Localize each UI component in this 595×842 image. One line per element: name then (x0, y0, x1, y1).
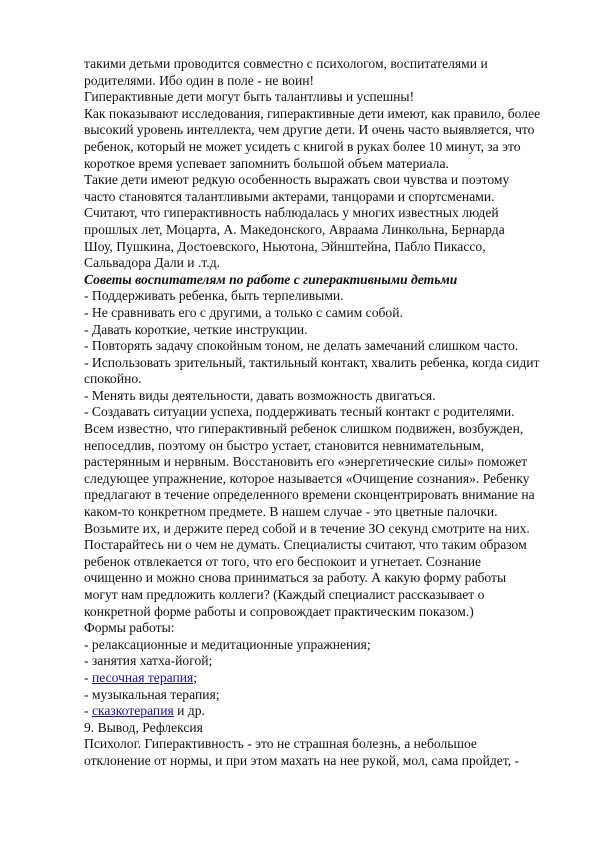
text-line: Считают, что гиперактивность наблюдалась у многих известных людей (84, 205, 499, 221)
text-line: родителями. Ибо один в поле - не воин! (84, 72, 315, 88)
text-line: Шоу, Пушкина, Достоевского, Ньютона, Эйнштейна, Пабло Пикассо, (84, 238, 486, 254)
text-line: конкретной форме работы и сопровождает практическим показом.) (84, 603, 474, 619)
list-item: - Менять виды деятельности, давать возможность двигаться. (84, 387, 436, 403)
text-line: короткое время успевает запомнить большой объем материала. (84, 155, 449, 171)
list-item: - релаксационные и медитационные упражнения; (84, 636, 371, 652)
text-line: Сальвадора Дали и .т.д. (84, 255, 221, 271)
list-item-suffix: ; (193, 669, 198, 685)
intro-paragraph (84, 56, 545, 272)
text-line: очищенно и можно снова приниматься за работу. А какую форму работы (84, 570, 507, 586)
text-line: Возьмите их, и держите перед собой и в течение ЗО секунд смотрите на них. (84, 520, 530, 536)
list-item: - Повторять задачу спокойным тоном, не делать замечаний слишком часто. (84, 338, 519, 354)
list-item: - Не сравнивать его с другими, а только с самим собой. (84, 304, 403, 320)
list-item-prefix: - (84, 669, 92, 685)
text-line: Гиперактивные дети могут быть талантливы и успешны! (84, 89, 415, 105)
text-line: высокий уровень интеллекта, чем другие дети. И очень часто выявляется, что (84, 122, 535, 138)
text-line: растерянным и нервным. Восстановить его «энергетические силы» поможет (84, 454, 528, 470)
text-line: прошлых лет, Моцарта, А. Македонского, Авраама Линкольна, Бернарда (84, 221, 505, 237)
list-item: - Давать короткие, четкие инструкции. (84, 321, 308, 337)
text-line: Как показывают исследования, гиперактивные дети имеют, как правило, более (84, 105, 541, 121)
text-line: часто становятся талантливыми актерами, танцорами и спортсменами. (84, 188, 495, 204)
text-line: ребенок отвлекается от того, что его беспокоит и угнетает. Сознание (84, 553, 482, 569)
text-line: непоседлив, поэтому он быстро устает, становится невнимательным, (84, 437, 485, 453)
section-title: 9. Вывод, Рефлексия (84, 719, 203, 735)
list-item: - Поддерживать ребенка, быть терпеливыми. (84, 288, 344, 304)
list-item: - занятия хатха-йогой; (84, 653, 213, 669)
tips-list (84, 288, 545, 421)
work-forms-list (84, 637, 545, 720)
text-line: такими детьми проводится совместно с психологом, воспитателями и (84, 56, 488, 71)
list-item: спокойно. (84, 371, 142, 387)
list-item-suffix: и др. (173, 703, 205, 719)
list-item (84, 703, 545, 720)
list-item: - музыкальная терапия; (84, 686, 220, 702)
text-line: Психолог. Гиперактивность - это не страшная болезнь, а небольшое (84, 736, 477, 752)
exercise-paragraph (84, 421, 545, 637)
list-item-prefix: - (84, 703, 92, 719)
text-line: ребенок, который не может усидеть с книгой в руках более 10 минут, за это (84, 138, 521, 154)
text-line: Всем известно, что гиперактивный ребенок слишком подвижен, возбужден, (84, 421, 524, 437)
text-line: Постарайтесь ни о чем не думать. Специалисты считают, что таким образом (84, 537, 527, 553)
text-line: Формы работы: (84, 620, 175, 636)
text-line: следующее упражнение, которое называется «Очищение сознания». Ребенку (84, 470, 530, 486)
sand-therapy-link[interactable]: песочная терапия (91, 669, 194, 685)
text-line: каком-то конкретном предмете. В нашем случае - это цветные палочки. (84, 504, 498, 520)
fairytale-therapy-link[interactable]: сказкотерапия (91, 703, 174, 719)
text-line: могут нам предложить коллеги? (Каждый специалист рассказывает о (84, 587, 485, 602)
section-heading: Советы воспитателям по работе с гиперактивными детьми (84, 271, 458, 287)
text-line: отклонение от нормы, и при этом махать на нее рукой, мол, сама пройдет, - (84, 752, 520, 768)
list-item: - Использовать зрительный, тактильный контакт, хвалить ребенка, когда сидит (84, 354, 540, 370)
list-item: - Создавать ситуации успеха, поддерживать тесный контакт с родителями. (84, 404, 515, 420)
closing-paragraph (84, 736, 545, 769)
list-item (84, 670, 545, 687)
text-line: предлагают в течение определенного времени сконцентрировать внимание на (84, 487, 535, 503)
text-line: Такие дети имеют редкую особенность выражать свои чувства и поэтому (84, 172, 510, 188)
